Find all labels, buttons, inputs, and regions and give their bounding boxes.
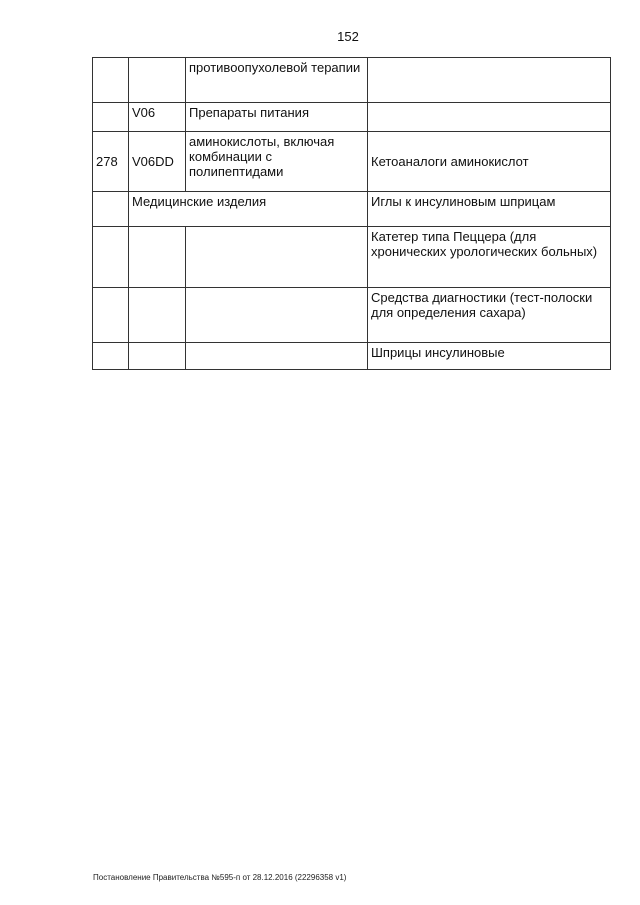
row-number-cell [93, 227, 129, 288]
atc-name-cell: аминокислоты, включая комбинации с полипептидами [186, 132, 368, 192]
table-row [93, 103, 611, 132]
atc-name-cell: Препараты питания [186, 103, 368, 132]
atc-code-cell [129, 58, 186, 103]
atc-name-cell [186, 343, 368, 370]
row-number-cell [93, 343, 129, 370]
table-row [93, 192, 611, 227]
table-row [93, 58, 611, 103]
medicines-table [92, 57, 611, 370]
document-footer: Постановление Правительства №595-п от 28.12.2016 (22296358 v1) [93, 873, 347, 882]
dosage-form-cell: Средства диагностики (тест-полоски для определения сахара) [368, 288, 611, 343]
page-number: 152 [337, 29, 359, 44]
atc-code-cell: V06 [129, 103, 186, 132]
atc-code-cell [129, 288, 186, 343]
atc-code-cell [129, 343, 186, 370]
dosage-form-cell: Шприцы инсулиновые [368, 343, 611, 370]
dosage-form-cell: Иглы к инсулиновым шприцам [368, 192, 611, 227]
atc-name-cell [186, 227, 368, 288]
row-number-cell: 278 [93, 132, 129, 192]
table-row [93, 288, 611, 343]
section-heading-cell: Медицинские изделия [129, 192, 368, 227]
dosage-form-cell [368, 58, 611, 103]
atc-name-cell: противоопухолевой терапии [186, 58, 368, 103]
row-number-cell [93, 288, 129, 343]
row-number-cell [93, 103, 129, 132]
atc-name-cell [186, 288, 368, 343]
row-number-cell [93, 58, 129, 103]
atc-code-cell: V06DD [129, 132, 186, 192]
table-row [93, 132, 611, 192]
table-row [93, 227, 611, 288]
dosage-form-cell: Катетер типа Пеццера (для хронических урологических больных) [368, 227, 611, 288]
row-number-cell [93, 192, 129, 227]
atc-code-cell [129, 227, 186, 288]
table-row [93, 343, 611, 370]
dosage-form-cell: Кетоаналоги аминокислот [368, 132, 611, 192]
dosage-form-cell [368, 103, 611, 132]
